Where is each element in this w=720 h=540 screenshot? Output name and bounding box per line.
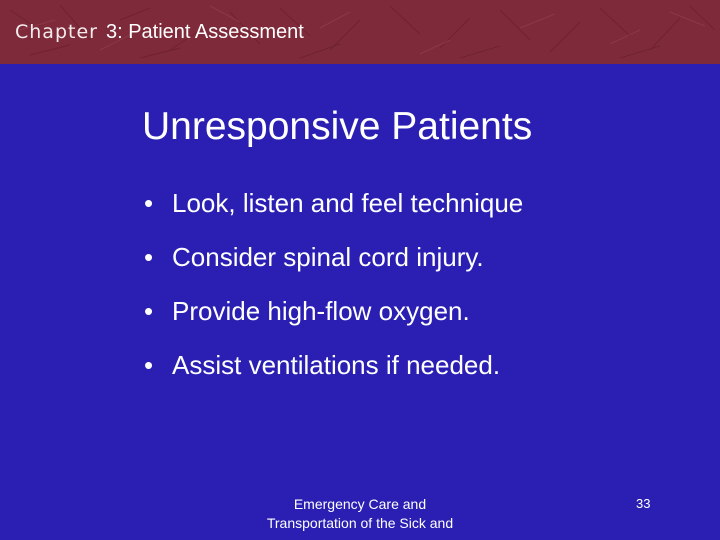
bullet-item xyxy=(142,288,523,342)
bullet-text: Look, listen and feel technique xyxy=(172,188,524,218)
chapter-title: 3: Patient Assessment xyxy=(105,21,304,43)
bullet-icon: • xyxy=(144,242,154,272)
page-number: 33 xyxy=(636,496,651,511)
header-band xyxy=(0,0,720,64)
bullet-text: Provide high-flow oxygen. xyxy=(172,296,470,326)
footer-line-2: Transportation of the Sick and xyxy=(266,515,454,531)
bullet-text: Assist ventilations if needed. xyxy=(172,350,501,380)
slide-title: Unresponsive Patients xyxy=(142,105,533,148)
bullet-item xyxy=(142,342,523,396)
bullet-icon: • xyxy=(144,296,154,326)
chapter-heading xyxy=(15,18,304,48)
bullet-item xyxy=(142,234,523,288)
chapter-word: Chapter xyxy=(15,21,98,43)
bullet-icon: • xyxy=(144,188,154,218)
bullet-item xyxy=(142,180,523,234)
footer-line-1: Emergency Care and xyxy=(293,496,427,512)
bullet-text: Consider spinal cord injury. xyxy=(172,242,484,272)
footer-text xyxy=(230,495,490,533)
bullet-list xyxy=(142,180,523,396)
bullet-icon: • xyxy=(144,350,154,380)
